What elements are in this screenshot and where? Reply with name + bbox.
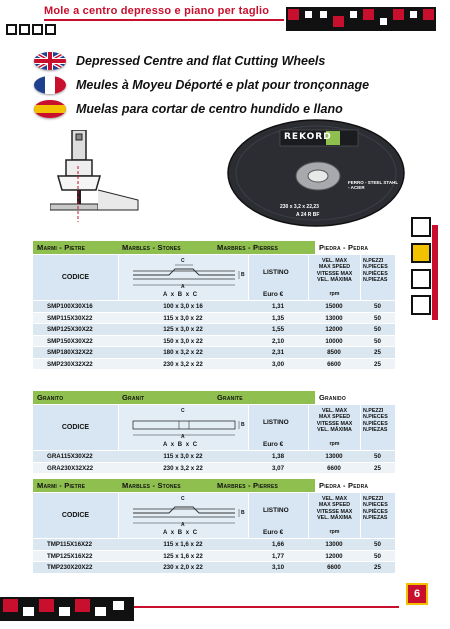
row-size: 115 x 1,6 x 22	[163, 541, 203, 548]
col-listino	[248, 493, 308, 538]
table-row	[33, 538, 395, 550]
row-pieces: 50	[374, 552, 381, 560]
pz-fr: N.PIÈCES	[363, 508, 388, 515]
pz-es: N.PIEZAS	[363, 276, 388, 283]
vel-es: VEL. MÁXIMA	[317, 276, 352, 283]
table-header	[33, 391, 395, 404]
row-code: TMP230X20X22	[47, 564, 93, 571]
table-row	[33, 312, 395, 324]
row-price: 1,77	[271, 552, 285, 560]
table-header	[33, 241, 395, 254]
dims-label: A x B x C	[163, 442, 199, 448]
table-row	[33, 323, 395, 335]
pz-en: N.PIECES	[363, 502, 388, 509]
deco-square	[423, 9, 434, 20]
row-price: 1,38	[271, 453, 285, 460]
row-size: 100 x 3,0 x 16	[163, 303, 203, 310]
table-row	[33, 561, 395, 573]
table-body	[33, 538, 395, 573]
row-size: 150 x 3,0 x 22	[163, 337, 203, 345]
row-pieces: 50	[374, 326, 381, 333]
deco-square	[3, 599, 18, 612]
deco-square	[21, 605, 36, 618]
row-code: GRA115X30X22	[47, 453, 93, 460]
row-size: 115 x 3,0 x 22	[163, 314, 203, 322]
rpm-label: rpm	[329, 441, 340, 447]
euro-label: Euro €	[263, 441, 284, 448]
pz-it: N.PEZZI	[363, 496, 384, 502]
row-code: SMP115X30X22	[47, 314, 93, 322]
col-pieces	[360, 255, 395, 300]
lang-text-fr: Meules à Moyeu Déporté e plat pour tronçonnage	[76, 78, 370, 92]
deco-square	[39, 599, 54, 612]
vel-fr: VITESSE MAX	[316, 270, 353, 277]
row-rpm: 6600	[327, 564, 341, 571]
vel-it: VEL. MAX	[321, 496, 347, 502]
vel-en: MAX SPEED	[318, 502, 351, 509]
row-pieces: 25	[374, 564, 381, 571]
col-pieces	[360, 493, 395, 538]
row-rpm: 13000	[325, 453, 343, 460]
header-fr: Marbres - Pierres	[213, 241, 315, 254]
row-pieces: 25	[374, 349, 381, 356]
dims-label: A x B x C	[163, 292, 199, 298]
row-code: TMP125X16X22	[47, 552, 93, 560]
row-code: GRA230X32X22	[47, 464, 94, 472]
dim-a-label: A	[181, 522, 185, 528]
page-number: 6	[406, 583, 428, 605]
row-rpm: 6600	[327, 464, 341, 472]
pz-fr: N.PIÈCES	[363, 270, 388, 277]
row-size: 180 x 3,2 x 22	[163, 349, 203, 356]
row-code: TMP115X16X22	[47, 541, 93, 548]
table-row	[33, 550, 395, 562]
col-speed	[308, 405, 360, 450]
vel-it: VEL. MAX	[321, 408, 347, 414]
dim-b-label: B	[241, 272, 245, 278]
col-listino	[248, 255, 308, 300]
row-pieces: 50	[374, 541, 381, 548]
row-code: SMP150X30X22	[47, 337, 93, 345]
row-size: 115 x 3,0 x 22	[163, 453, 203, 460]
disc-size: 230 x 3,2 x 22,23	[280, 204, 319, 210]
row-rpm: 15000	[325, 303, 343, 310]
uk-flag-icon	[34, 52, 66, 70]
table-row	[33, 450, 395, 462]
col-pieces	[360, 405, 395, 450]
deco-square	[288, 9, 299, 20]
row-price: 1,31	[271, 303, 285, 310]
vel-fr: VITESSE MAX	[316, 420, 353, 427]
deco-square	[411, 269, 431, 289]
pz-en: N.PIECES	[363, 264, 388, 271]
header-en: Granite	[213, 391, 315, 404]
col-codice: CODICE	[61, 274, 90, 281]
header-en: Marbles - Stones	[118, 479, 213, 492]
table-subheader	[33, 404, 395, 450]
header-it: Marmi - Pietre	[33, 241, 118, 254]
vel-it: VEL. MAX	[321, 258, 347, 264]
dim-c-label: C	[181, 496, 185, 502]
row-size: 230 x 3,2 x 22	[163, 360, 203, 368]
dim-a-label: A	[181, 434, 185, 440]
row-rpm: 12000	[325, 552, 343, 560]
row-pieces: 25	[374, 464, 381, 472]
product-table-thin-stones	[33, 479, 395, 573]
vel-en: MAX SPEED	[318, 414, 351, 421]
dim-c-label: C	[181, 408, 185, 414]
row-rpm: 13000	[325, 314, 343, 322]
row-rpm: 13000	[325, 541, 343, 548]
row-price: 3,07	[271, 464, 285, 472]
deco-square	[393, 9, 404, 20]
header-es: Piedra - Pedra	[315, 479, 395, 492]
lang-row-fr	[34, 76, 369, 94]
vel-es: VEL. MÁXIMA	[317, 514, 352, 521]
product-table-stones	[33, 241, 395, 369]
dim-a-label: A	[181, 284, 185, 290]
table-subheader	[33, 492, 395, 538]
deco-square	[57, 605, 72, 618]
cutting-disc-image	[226, 118, 406, 228]
dims-label: A x B x C	[163, 530, 199, 536]
header-rule	[44, 19, 284, 21]
table-row	[33, 462, 395, 474]
row-price: 1,66	[271, 541, 285, 548]
deco-square	[303, 9, 314, 20]
row-code: SMP180X32X22	[47, 349, 93, 356]
lang-row-es	[34, 100, 343, 118]
vel-fr: VITESSE MAX	[316, 508, 353, 515]
row-price: 2,10	[271, 337, 285, 345]
row-price: 2,31	[271, 349, 285, 356]
row-code: SMP125X30X22	[47, 326, 93, 333]
row-size: 230 x 2,0 x 22	[163, 564, 203, 571]
table-body	[33, 300, 395, 369]
deco-square	[348, 9, 359, 20]
deco-square	[45, 24, 56, 35]
listino-label: LISTINO	[263, 269, 289, 276]
pz-it: N.PEZZI	[363, 258, 384, 264]
es-flag-icon	[34, 100, 66, 118]
pz-es: N.PIEZAS	[363, 514, 388, 521]
row-pieces: 50	[374, 453, 381, 460]
deco-square	[363, 9, 374, 20]
row-rpm: 8500	[327, 349, 341, 356]
disc-spec: A 24 R BF	[296, 212, 320, 218]
table-row	[33, 358, 395, 370]
row-pieces: 50	[374, 303, 381, 310]
deco-square	[411, 243, 431, 263]
disc-material: FERRO - STEEL STAHL - ACIER	[348, 180, 399, 190]
col-codice: CODICE	[61, 424, 90, 431]
disc-dimension-diagram	[118, 405, 248, 450]
euro-label: Euro €	[263, 291, 284, 298]
lang-text-en: Depressed Centre and flat Cutting Wheels	[76, 54, 326, 68]
page-title: Mole a centro depresso e piano per taglio	[44, 5, 270, 17]
vel-en: MAX SPEED	[318, 264, 351, 271]
row-price: 1,55	[271, 326, 285, 333]
row-size: 230 x 3,2 x 22	[163, 464, 203, 472]
row-pieces: 25	[374, 360, 381, 368]
table-row	[33, 335, 395, 347]
row-price: 1,35	[271, 314, 285, 322]
col-listino	[248, 405, 308, 450]
col-speed	[308, 493, 360, 538]
deco-square	[411, 295, 431, 315]
deco-square	[333, 16, 344, 27]
rpm-label: rpm	[329, 529, 340, 535]
deco-square	[378, 16, 389, 27]
row-rpm: 10000	[325, 337, 343, 345]
euro-label: Euro €	[263, 529, 284, 536]
row-pieces: 50	[374, 337, 381, 345]
deco-square	[32, 24, 43, 35]
row-code: SMP230X32X22	[47, 360, 93, 368]
dim-b-label: B	[241, 510, 245, 516]
page-header	[0, 0, 450, 35]
col-codice: CODICE	[61, 512, 90, 519]
deco-bar	[432, 225, 438, 320]
deco-square	[6, 24, 17, 35]
header-fr: Granit	[118, 391, 213, 404]
row-size: 125 x 3,0 x 22	[163, 326, 203, 333]
deco-square	[111, 599, 126, 612]
vel-es: VEL. MÁXIMA	[317, 426, 352, 433]
pz-es: N.PIEZAS	[363, 426, 388, 433]
table-subheader	[33, 254, 395, 300]
row-size: 125 x 1,6 x 22	[163, 552, 203, 560]
product-table-granite	[33, 391, 395, 473]
header-es: Piedra - Pedra	[315, 241, 395, 254]
deco-square	[75, 599, 90, 612]
pz-en: N.PIECES	[363, 414, 388, 421]
lang-row-en	[34, 52, 325, 70]
listino-label: LISTINO	[263, 419, 289, 426]
cutting-machine-illustration	[50, 130, 140, 230]
deco-square	[19, 24, 30, 35]
disc-dimension-diagram	[118, 493, 248, 538]
pz-fr: N.PIÈCES	[363, 420, 388, 427]
table-row	[33, 346, 395, 358]
header-en: Marbles - Stones	[118, 241, 213, 254]
row-pieces: 50	[374, 314, 381, 322]
table-body	[33, 450, 395, 473]
deco-square	[318, 9, 329, 20]
row-rpm: 6600	[327, 360, 341, 368]
deco-square	[411, 217, 431, 237]
table-row	[33, 300, 395, 312]
disc-dimension-diagram	[118, 255, 248, 300]
row-price: 3,00	[271, 360, 285, 368]
header-it: Marmi - Pietre	[33, 479, 118, 492]
fr-flag-icon	[34, 76, 66, 94]
row-price: 3,10	[271, 564, 285, 571]
col-speed	[308, 255, 360, 300]
disc-brand: REKORD	[284, 132, 332, 142]
deco-square	[408, 9, 419, 20]
rpm-label: rpm	[329, 291, 340, 297]
footer-rule	[134, 606, 399, 608]
listino-label: LISTINO	[263, 507, 289, 514]
row-rpm: 12000	[325, 326, 343, 333]
header-it: Granito	[33, 391, 118, 404]
lang-text-es: Muelas para cortar de centro hundido e llano	[76, 102, 343, 116]
table-header	[33, 479, 395, 492]
pz-it: N.PEZZI	[363, 408, 384, 414]
row-code: SMP100X30X16	[47, 303, 93, 310]
dim-b-label: B	[241, 422, 245, 428]
header-fr: Marbres - Pierres	[213, 479, 315, 492]
dim-c-label: C	[181, 258, 185, 264]
deco-square	[93, 605, 108, 618]
header-es: Granido	[315, 391, 395, 404]
